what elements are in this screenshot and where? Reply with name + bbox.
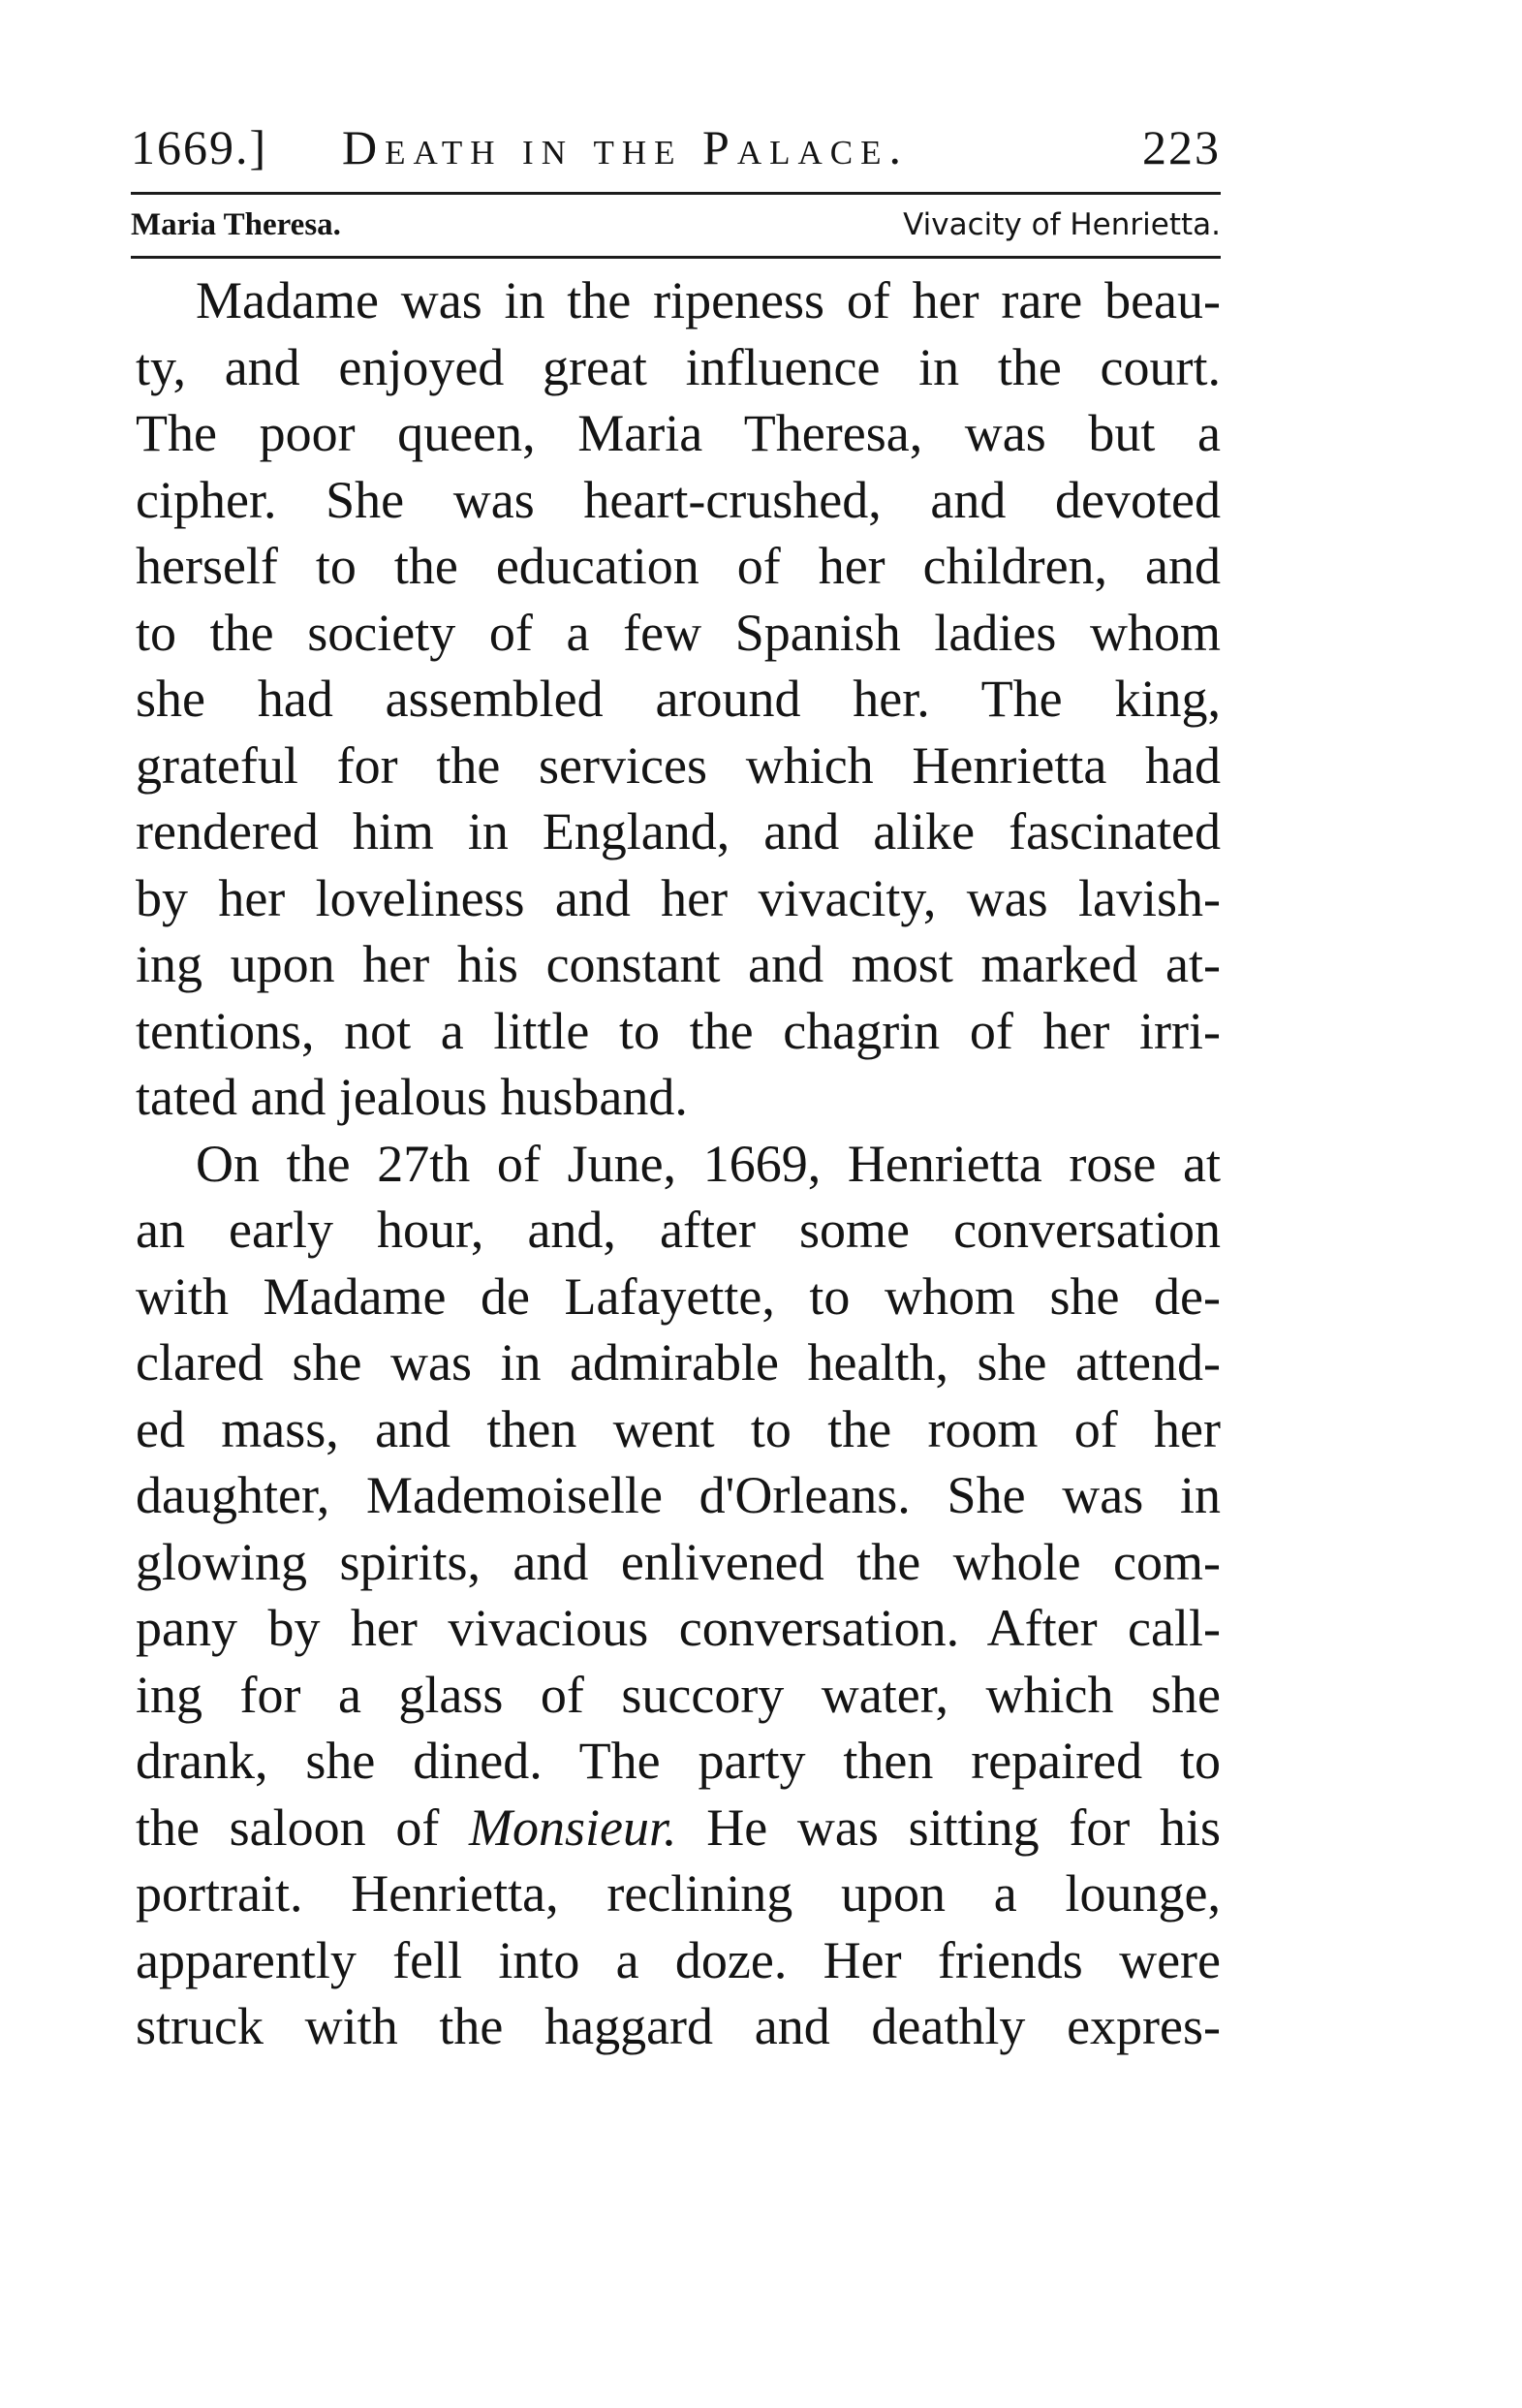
body-line: struck with the haggard and deathly expres- bbox=[136, 1997, 1221, 2055]
body-text-run: He was sitting for his bbox=[676, 1798, 1221, 1857]
body-text-run: the saloon of bbox=[136, 1798, 470, 1857]
body-line: an early hour, and, after some conversation bbox=[136, 1201, 1221, 1259]
subheader-left: Maria Theresa. bbox=[131, 207, 341, 242]
subheader-right: Vivacity of Henrietta. bbox=[903, 207, 1221, 242]
body-line: to the society of a few Spanish ladies whom bbox=[136, 603, 1221, 662]
header-title: Death in the Palace. bbox=[342, 120, 909, 174]
body-line: drank, she dined. The party then repaired to bbox=[136, 1732, 1221, 1790]
body-line: tentions, not a little to the chagrin of her irri- bbox=[136, 1001, 1221, 1060]
body-line: cipher. She was heart-crushed, and devoted bbox=[136, 470, 1221, 529]
body-text bbox=[136, 267, 1221, 2060]
running-header bbox=[131, 109, 1221, 186]
header-rule-bottom bbox=[131, 256, 1221, 259]
body-line: ed mass, and then went to the room of her bbox=[136, 1399, 1221, 1458]
body-line bbox=[136, 1795, 1221, 1861]
body-line: portrait. Henrietta, reclining upon a lounge, bbox=[136, 1864, 1221, 1923]
header-rule-top bbox=[131, 192, 1221, 195]
body-line: with Madame de Lafayette, to whom she de- bbox=[136, 1267, 1221, 1326]
body-line: glowing spirits, and enlivened the whole com- bbox=[136, 1532, 1221, 1591]
body-line: tated and jealous husband. bbox=[136, 1068, 688, 1126]
body-line: ty, and enjoyed great influence in the court. bbox=[136, 337, 1221, 396]
body-line: rendered him in England, and alike fascinated bbox=[136, 802, 1221, 860]
body-line: pany by her vivacious conversation. After call- bbox=[136, 1599, 1221, 1657]
italic-term: Monsieur. bbox=[469, 1798, 677, 1857]
page-number: 223 bbox=[1142, 120, 1221, 174]
body-line: On the 27th of June, 1669, Henrietta rose at bbox=[196, 1134, 1221, 1193]
body-line: Madame was in the ripeness of her rare beau- bbox=[196, 271, 1221, 329]
body-line: clared she was in admirable health, she attend- bbox=[136, 1333, 1221, 1392]
header-year: 1669.] bbox=[131, 120, 268, 174]
body-line: ing for a glass of succory water, which she bbox=[136, 1665, 1221, 1724]
body-line: The poor queen, Maria Theresa, was but a bbox=[136, 404, 1221, 462]
body-line: herself to the education of her children, and bbox=[136, 537, 1221, 595]
body-line: apparently fell into a doze. Her friends were bbox=[136, 1930, 1221, 1989]
body-line: grateful for the services which Henrietta had bbox=[136, 735, 1221, 795]
body-line: by her loveliness and her vivacity, was lavish- bbox=[136, 868, 1221, 927]
body-line: she had assembled around her. The king, bbox=[136, 670, 1221, 728]
subheader bbox=[131, 200, 1221, 250]
body-line: daughter, Mademoiselle d'Orleans. She was in bbox=[136, 1466, 1221, 1524]
body-line: ing upon her his constant and most marked at- bbox=[136, 935, 1221, 993]
